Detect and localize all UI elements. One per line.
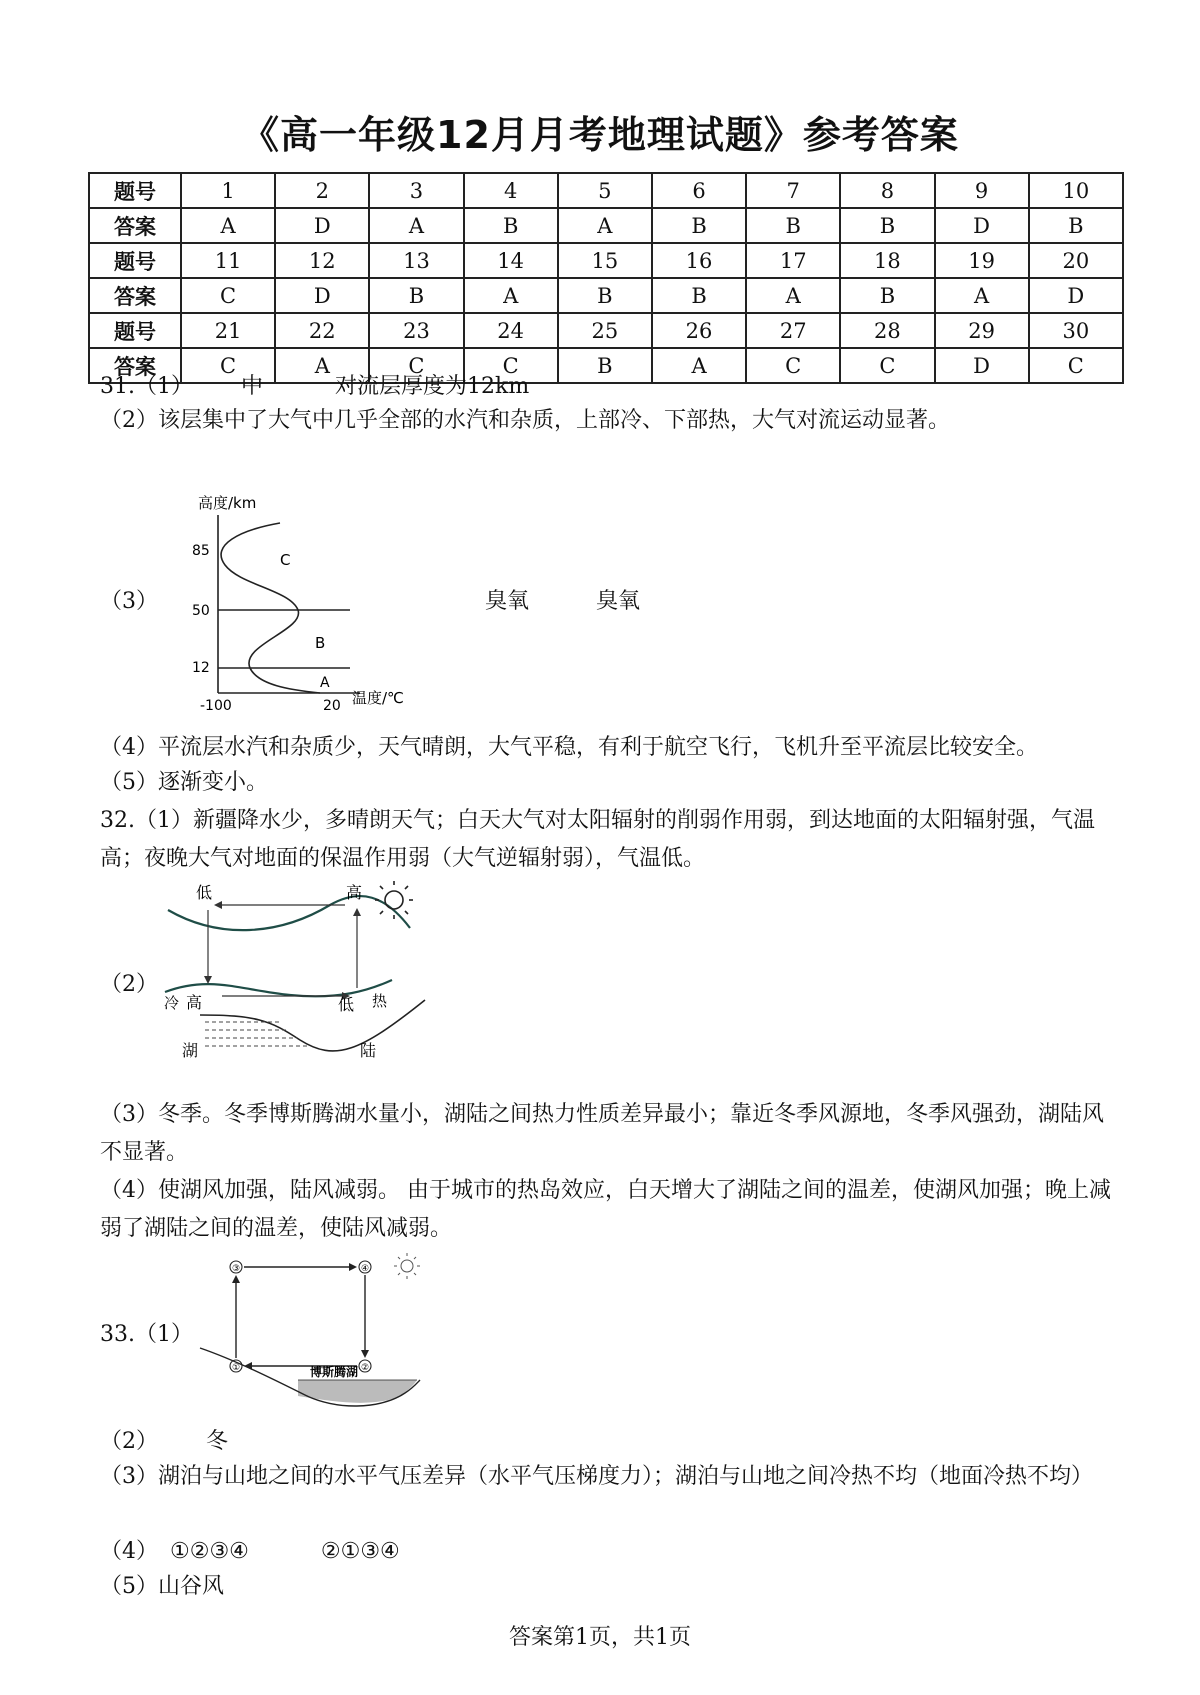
- q33-part1-number: 33.（1）: [100, 1322, 193, 1347]
- question-number-row: [89, 313, 1123, 348]
- question-number-cell: 11: [181, 243, 275, 278]
- q31-part1-answer-a: 中: [241, 374, 264, 399]
- y-tick-12: 12: [192, 660, 210, 676]
- q33-part4: [100, 1537, 400, 1567]
- q33-part4-answer-b: ②①③④: [320, 1539, 400, 1564]
- row-header-number: 题号: [89, 173, 181, 208]
- answer-cell: B: [558, 278, 652, 313]
- question-number-cell: 25: [558, 313, 652, 348]
- upper-high-label: 高: [346, 883, 363, 902]
- question-number-cell: 28: [840, 313, 934, 348]
- answer-cell: C: [746, 348, 840, 383]
- question-number-cell: 18: [840, 243, 934, 278]
- answer-cell: A: [369, 208, 463, 243]
- upper-arrowhead: [214, 901, 222, 909]
- lake-label: 湖: [182, 1041, 199, 1060]
- q33-part2: [100, 1427, 228, 1457]
- answer-cell: B: [652, 208, 746, 243]
- answer-row: [89, 278, 1123, 313]
- question-number-cell: 3: [369, 173, 463, 208]
- answer-cell: A: [746, 278, 840, 313]
- question-number-cell: 21: [181, 313, 275, 348]
- answer-cell: B: [369, 278, 463, 313]
- lake-name-label: 博斯腾湖: [310, 1365, 359, 1379]
- x-tick-minus100: -100: [200, 698, 232, 710]
- lake-water-lines: [205, 1022, 308, 1046]
- answer-row: [89, 208, 1123, 243]
- y-tick-85: 85: [192, 543, 210, 559]
- page-title: 《高一年级12月月考地理试题》参考答案: [241, 113, 959, 157]
- q33-part2-number: （2）: [100, 1429, 158, 1454]
- answer-cell: C: [181, 348, 275, 383]
- answer-cell: C: [181, 278, 275, 313]
- q33-part4-number: （4）: [100, 1539, 158, 1564]
- question-number-cell: 26: [652, 313, 746, 348]
- question-number-cell: 19: [935, 243, 1029, 278]
- question-number-cell: 7: [746, 173, 840, 208]
- q32-part1: 32.（1）新疆降水少，多晴朗天气；白天大气对太阳辐射的削弱作用弱，到达地面的太阳辐射强，气温高；夜晚大气对地面的保温作用弱（大气逆辐射弱），气温低。: [100, 808, 1095, 871]
- question-number-cell: 12: [275, 243, 369, 278]
- row-header-answer: 答案: [89, 208, 181, 243]
- q31-part1-answer-b: 对流层厚度为12km: [335, 374, 530, 399]
- layer-b-label: B: [315, 634, 326, 652]
- node-4: ④: [360, 1264, 370, 1274]
- answer-cell: A: [935, 278, 1029, 313]
- q31-part1: [100, 372, 529, 402]
- row-header-number: 题号: [89, 313, 181, 348]
- question-number-row: [89, 243, 1123, 278]
- answer-cell: B: [464, 208, 558, 243]
- answer-cell: D: [275, 208, 369, 243]
- q32-part2-number: （2）: [100, 972, 158, 997]
- q31-part1-number: 31.（1）: [100, 374, 193, 399]
- question-number-cell: 6: [652, 173, 746, 208]
- q33-part5: （5）山谷风: [100, 1574, 224, 1599]
- page-footer: 答案第1页，共1页: [509, 1625, 691, 1650]
- question-number-cell: 16: [652, 243, 746, 278]
- row-header-answer: 答案: [89, 348, 181, 383]
- answer-cell: A: [464, 278, 558, 313]
- layer-a-label: A: [320, 675, 330, 691]
- question-number-cell: 1: [181, 173, 275, 208]
- node-3: ③: [231, 1264, 241, 1274]
- diagram-x-axis-label: 温度/℃: [352, 689, 404, 707]
- y-tick-50: 50: [192, 603, 210, 619]
- answer-cell: D: [935, 348, 1029, 383]
- node-2: ②: [360, 1363, 370, 1373]
- down-arrowhead: [204, 976, 212, 984]
- question-number-cell: 29: [935, 313, 1029, 348]
- valley-circulation-diagram: [195, 1250, 445, 1415]
- answer-cell: A: [652, 348, 746, 383]
- answer-cell: C: [464, 348, 558, 383]
- layer-c-label: C: [280, 551, 291, 569]
- answer-table: [88, 172, 1124, 384]
- q33-part4-answer-a: ①②③④: [170, 1539, 249, 1564]
- question-number-cell: 24: [464, 313, 558, 348]
- q31-part3-answer-b: 臭氧: [596, 589, 641, 614]
- answer-cell: A: [181, 208, 275, 243]
- answer-cell: C: [840, 348, 934, 383]
- question-number-cell: 2: [275, 173, 369, 208]
- lower-high-label: 高: [186, 993, 203, 1012]
- q33-part3: （3）湖泊与山地之间的水平气压差异（水平气压梯度力）；湖泊与山地之间冷热不均（地面冷热不均）: [100, 1464, 1094, 1489]
- answer-cell: B: [746, 208, 840, 243]
- atmosphere-temperature-diagram: [180, 490, 440, 710]
- hot-label: 热: [372, 992, 388, 1010]
- x-tick-20: 20: [323, 698, 341, 710]
- question-number-cell: 8: [840, 173, 934, 208]
- question-number-cell: 10: [1029, 173, 1123, 208]
- answer-cell: A: [558, 208, 652, 243]
- answer-cell: B: [558, 348, 652, 383]
- question-number-cell: 27: [746, 313, 840, 348]
- sun-icon: [394, 1253, 420, 1279]
- upper-low-label: 低: [196, 883, 213, 902]
- q31-part4: （4）平流层水汽和杂质少，天气晴朗，大气平稳，有利于航空飞行，飞机升至平流层比较安全。: [100, 735, 1039, 760]
- question-number-cell: 9: [935, 173, 1029, 208]
- answer-cell: B: [1029, 208, 1123, 243]
- cold-label: 冷: [164, 994, 180, 1012]
- answer-cell: A: [275, 348, 369, 383]
- question-number-cell: 4: [464, 173, 558, 208]
- question-number-cell: 17: [746, 243, 840, 278]
- sun-icon: [375, 881, 413, 919]
- question-number-row: [89, 173, 1123, 208]
- q31-part3-answer-a: 臭氧: [485, 589, 530, 614]
- lake-shore-curve: [200, 1000, 425, 1051]
- answer-cell: D: [275, 278, 369, 313]
- q33-part2-answer: 冬: [206, 1429, 229, 1454]
- q32-part4: （4）使湖风加强，陆风减弱。 由于城市的热岛效应，白天增大了湖陆之间的温差，使湖风加强；晚上减弱了湖陆之间的温差，使陆风减弱。: [100, 1178, 1111, 1241]
- question-number-cell: 14: [464, 243, 558, 278]
- lower-low-label: 低: [338, 995, 355, 1014]
- answer-cell: B: [652, 278, 746, 313]
- node-1: ①: [231, 1363, 241, 1373]
- row-header-number: 题号: [89, 243, 181, 278]
- up-arrowhead: [353, 908, 361, 916]
- q31-part3-number: （3）: [100, 589, 158, 614]
- question-number-cell: 13: [369, 243, 463, 278]
- arrowhead-4-to-2: [361, 1350, 369, 1358]
- q32-part3: （3）冬季。冬季博斯腾湖水量小，湖陆之间热力性质差异最小；靠近冬季风源地，冬季风强劲，湖陆风不显著。: [100, 1102, 1105, 1165]
- question-number-cell: 30: [1029, 313, 1123, 348]
- arrowhead-1-to-3: [232, 1275, 240, 1283]
- land-label: 陆: [360, 1041, 377, 1060]
- question-number-cell: 5: [558, 173, 652, 208]
- answer-cell: B: [840, 278, 934, 313]
- answer-cell: C: [369, 348, 463, 383]
- answer-cell: B: [840, 208, 934, 243]
- answer-cell: D: [1029, 278, 1123, 313]
- answer-cell: D: [935, 208, 1029, 243]
- lake-land-breeze-diagram: [160, 880, 430, 1070]
- diagram-y-axis-label: 高度/km: [198, 494, 257, 512]
- question-number-cell: 20: [1029, 243, 1123, 278]
- question-number-cell: 22: [275, 313, 369, 348]
- row-header-answer: 答案: [89, 278, 181, 313]
- arrowhead-3-to-4: [349, 1263, 357, 1271]
- q31-part5: （5）逐渐变小。: [100, 770, 268, 795]
- question-number-cell: 23: [369, 313, 463, 348]
- node-circles: [230, 1261, 371, 1372]
- question-number-cell: 15: [558, 243, 652, 278]
- q31-part2: （2）该层集中了大气中几乎全部的水汽和杂质，上部冷、下部热，大气对流运动显著。: [100, 408, 950, 433]
- answer-cell: C: [1029, 348, 1123, 383]
